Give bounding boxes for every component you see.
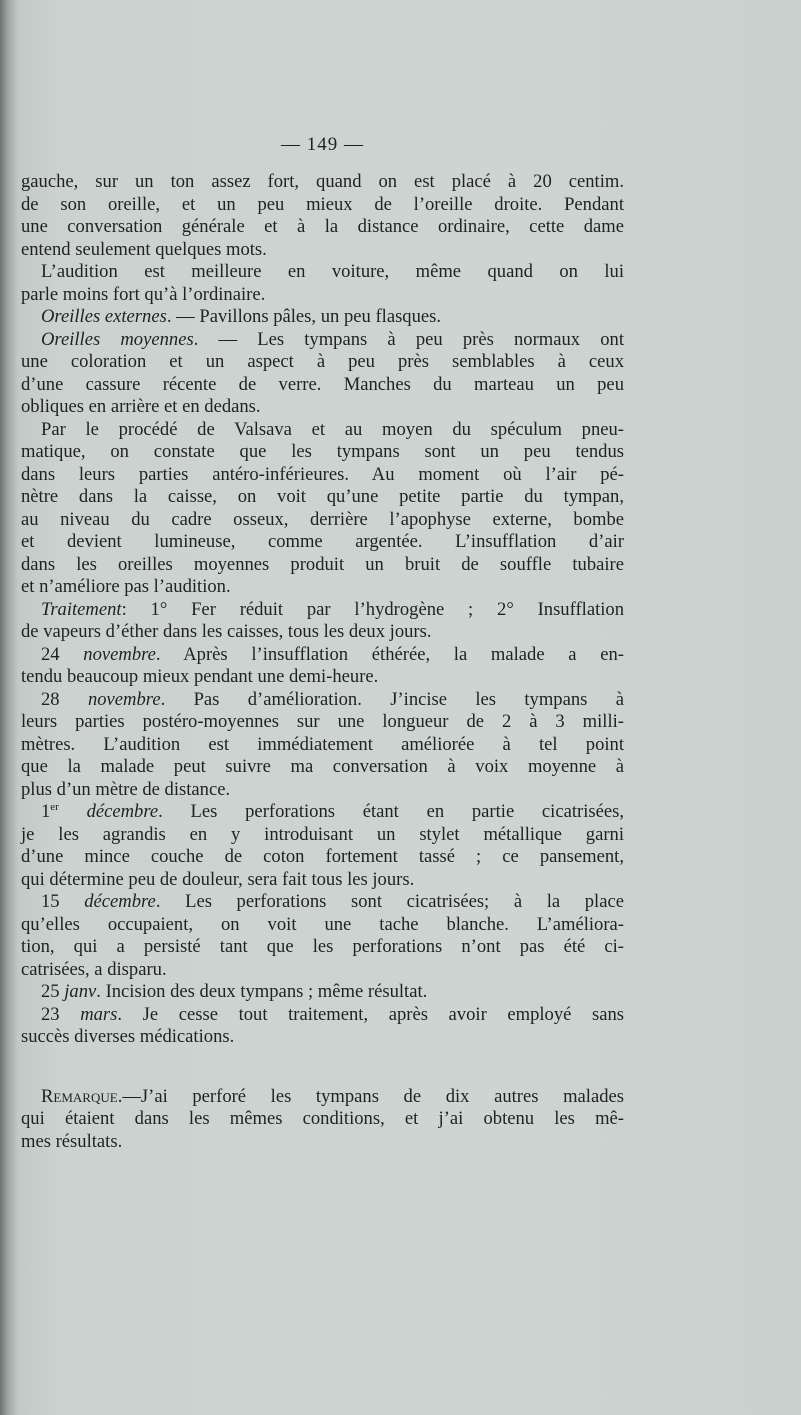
line-text: 28 [41, 688, 88, 710]
line-text: . Incision des deux tympans ; même résultat. [96, 981, 428, 1002]
line-text: qu’elles occupaient, on voit une tache blanche. L’améliora- [21, 913, 624, 935]
text-line [21, 981, 624, 1004]
line-text: qui détermine peu de douleur, sera fait tous les jours. [21, 868, 415, 890]
text-line [21, 171, 624, 194]
line-text: d’une cassure récente de verre. Manches du marteau un peu [21, 373, 624, 395]
text-line [21, 869, 624, 892]
line-text: leurs parties postéro-moyennes sur une longueur de 2 à 3 milli- [21, 711, 624, 732]
text-line [21, 396, 624, 419]
line-text: de son oreille, et un peu mieux de l’oreille droite. Pendant [21, 193, 624, 215]
line-text: L’audition est meilleure en voiture, même quand on lui [41, 261, 624, 282]
line-text: que la malade peut suivre ma conversation à voix moyenne à [21, 756, 624, 777]
remark-line [21, 1086, 624, 1109]
line-text: mètres. L’audition est immédiatement améliorée à tel point [21, 733, 624, 755]
text-line [21, 486, 624, 509]
line-text: tion, qui a persisté tant que les perforations n’ont pas été ci- [21, 936, 624, 957]
text-line [21, 824, 624, 847]
line-text: 1 [41, 801, 51, 822]
text-line [21, 329, 624, 352]
italic-text: décembre [84, 891, 156, 912]
text-line [21, 576, 624, 599]
text-line [21, 261, 624, 284]
italic-text: mars [80, 1003, 118, 1025]
line-text: une coloration et un aspect à peu près semblables à ceux [21, 351, 624, 372]
italic-text: Oreilles externes [41, 306, 167, 327]
line-text: 25 [41, 981, 65, 1002]
line-text: je les agrandis en y introduisant un stylet métallique garni [21, 823, 624, 845]
text-line [21, 464, 624, 487]
page-number: — 149 — [281, 134, 364, 155]
text-line [21, 801, 624, 824]
line-text: Par le procédé de Valsava et au moyen du spéculum pneu- [41, 418, 624, 440]
text-line [21, 441, 624, 464]
line-text: 24 [41, 643, 84, 665]
line-text: catrisées, a disparu. [21, 958, 167, 980]
text-line [21, 284, 624, 307]
line-text: . Les perforations sont cicatrisées; à la place [155, 891, 624, 912]
line-text: . — Pavillons pâles, un peu flasques. [166, 306, 442, 327]
text-line [21, 734, 624, 757]
text-line [21, 239, 624, 262]
line-text: parle moins fort qu’à l’ordinaire. [21, 283, 266, 305]
text-line [21, 936, 624, 959]
line-text: une conversation générale et à la distance ordinaire, cette dame [21, 216, 624, 237]
text-line [21, 779, 624, 802]
text-line [21, 644, 624, 667]
text-line [21, 846, 624, 869]
line-text: d’une mince couche de coton fortement tassé ; ce pansement, [21, 846, 624, 867]
line-text: .—J’ai perforé les tympans de dix autres malades [117, 1085, 624, 1107]
line-text: de vapeurs d’éther dans les caisses, tous les deux jours. [21, 621, 432, 642]
text-line [21, 1131, 624, 1154]
text-line [21, 554, 624, 577]
text-line [21, 531, 624, 554]
line-text: nètre dans la caisse, on voit qu’une petite partie du tympan, [21, 486, 624, 507]
italic-text: Traitement [41, 598, 122, 620]
line-text: . Les perforations étant en partie cicatrisées, [158, 801, 625, 822]
line-text: . — Les tympans à peu près normaux ont [193, 328, 624, 350]
text-line [21, 914, 624, 937]
text-line [21, 194, 624, 217]
line-text: 23 [41, 1003, 81, 1025]
line-text: au niveau du cadre osseux, derrière l’apophyse externe, bombe [21, 508, 624, 530]
text-line [21, 1004, 624, 1027]
text-line [21, 1108, 624, 1131]
italic-text: décembre [58, 801, 159, 822]
text-line [21, 959, 624, 982]
line-text: er [50, 800, 59, 813]
text-line [21, 756, 624, 779]
italic-text: janv [64, 981, 97, 1002]
line-text: et devient lumineuse, comme argentée. L’insufflation d’air [21, 531, 624, 552]
body-text [21, 171, 624, 1153]
text-line [21, 689, 624, 712]
text-line [21, 666, 624, 689]
text-line [21, 891, 624, 914]
line-text: dans les oreilles moyennes produit un bruit de souffle tubaire [21, 553, 624, 575]
text-line [21, 216, 624, 239]
line-text: matique, on constate que les tympans sont un peu tendus [21, 441, 624, 462]
line-text: obliques en arrière et en dedans. [21, 396, 261, 417]
italic-text: Oreilles moyennes [41, 328, 194, 350]
line-text: mes résultats. [21, 1130, 123, 1152]
line-text: dans leurs parties antéro-inférieures. Au moment où l’air pé- [21, 463, 624, 485]
text-line [21, 621, 624, 644]
line-text: . Pas d’amélioration. J’incise les tympans à [160, 688, 624, 710]
line-text: 15 [41, 891, 85, 912]
line-text: qui étaient dans les mêmes conditions, et j’ai obtenu les mê- [21, 1108, 624, 1129]
line-text: . Après l’insufflation éthérée, la malade a en- [155, 643, 624, 665]
italic-text: novembre [87, 688, 161, 710]
text-line [21, 1026, 624, 1049]
text-line [21, 711, 624, 734]
line-text: entend seulement quelques mots. [21, 238, 267, 260]
line-text: gauche, sur un ton assez fort, quand on est placé à 20 centim. [21, 171, 624, 192]
line-text: succès diverses médications. [21, 1026, 235, 1047]
line-text: plus d’un mètre de distance. [21, 778, 231, 800]
small-caps-text: Remarque [41, 1085, 118, 1107]
text-line [21, 419, 624, 442]
text-line [21, 509, 624, 532]
line-text: et n’améliore pas l’audition. [21, 576, 231, 597]
text-line [21, 599, 624, 622]
text-line [21, 351, 624, 374]
text-line [21, 306, 624, 329]
italic-text: novembre [83, 643, 156, 665]
line-text: tendu beaucoup mieux pendant une demi-heure. [21, 666, 379, 687]
line-text: : 1° Fer réduit par l’hydrogène ; 2° Insufflation [121, 598, 624, 620]
text-line [21, 374, 624, 397]
line-text: . Je cesse tout traitement, après avoir employé sans [117, 1003, 625, 1025]
